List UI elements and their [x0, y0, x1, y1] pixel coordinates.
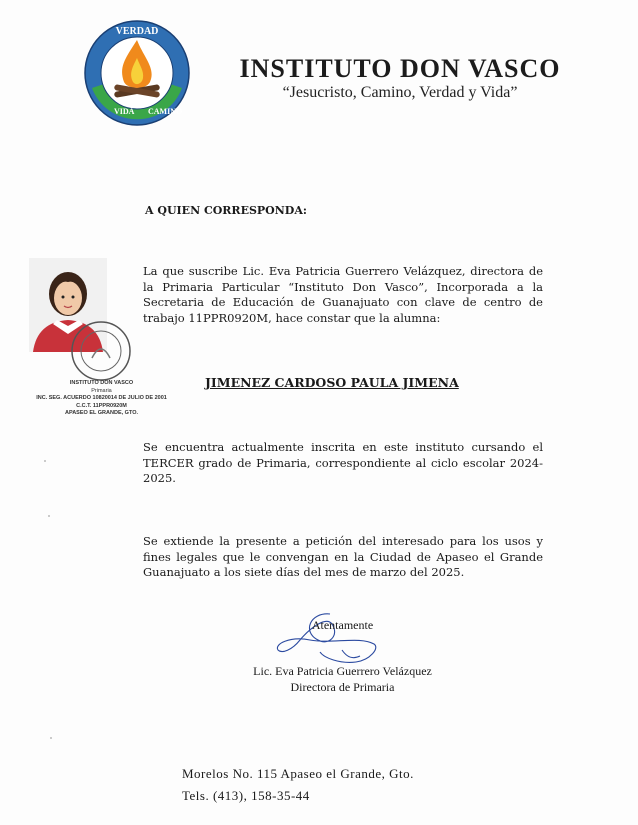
student-name: JIMENEZ CARDOSO PAULA JIMENA — [205, 375, 459, 390]
stamp-line: Primaria — [91, 387, 112, 394]
body-paragraph-enrollment: Se encuentra actualmente inscrita en este instituto cursando el TERCER grado de Primaria, correspondiente al ciclo escolar 2024-2025. — [143, 440, 543, 485]
signature-closing: Atentamente — [311, 618, 374, 632]
stamp-line: INC. SEG. ACUERDO 10820014 DE JULIO DE 2001 — [36, 395, 167, 401]
institution-motto: “Jesucristo, Camino, Verdad y Vida” — [282, 84, 518, 101]
footer-phone: Tels. (413), 158-35-44 — [182, 788, 310, 803]
official-seal — [70, 320, 132, 382]
svg-text:VIDA: VIDA — [114, 107, 135, 116]
stamp-line: APASEO EL GRANDE, GTO. — [64, 410, 139, 416]
signatory-name: Lic. Eva Patricia Guerrero Velázquez — [253, 664, 432, 678]
scan-speck — [44, 460, 46, 462]
footer-address: Morelos No. 115 Apaseo el Grande, Gto. — [182, 766, 414, 781]
institution-logo — [82, 18, 192, 128]
institution-name: INSTITUTO DON VASCO — [239, 54, 561, 83]
body-paragraph-intro: La que suscribe Lic. Eva Patricia Guerrero Velázquez, directora de la Primaria Particular “Instituto Don Vasco”, Incorporada a la Secretaria de Educación de Guanajuato con clave de centro de trabajo 11PPR0920M, hace constar que la alumna: — [143, 264, 543, 325]
stamp-line: C.C.T. 11PPR0920M — [76, 402, 127, 409]
scan-speck — [48, 515, 50, 517]
svg-text:VERDAD: VERDAD — [115, 26, 159, 37]
body-paragraph-purpose: Se extiende la presente a petición del interesado para los usos y fines legales que le convengan en la Ciudad de Apaseo el Grande Guanajuato a los siete días del mes de marzo del 2025. — [143, 534, 543, 579]
scan-speck — [50, 737, 52, 739]
salutation: A QUIEN CORRESPONDA: — [145, 204, 307, 217]
official-stamp — [34, 380, 169, 418]
stamp-line: INSTITUTO DON VASCO — [69, 380, 134, 386]
signatory-title: Directora de Primaria — [290, 680, 395, 694]
svg-text:CAMINO: CAMINO — [148, 107, 183, 116]
